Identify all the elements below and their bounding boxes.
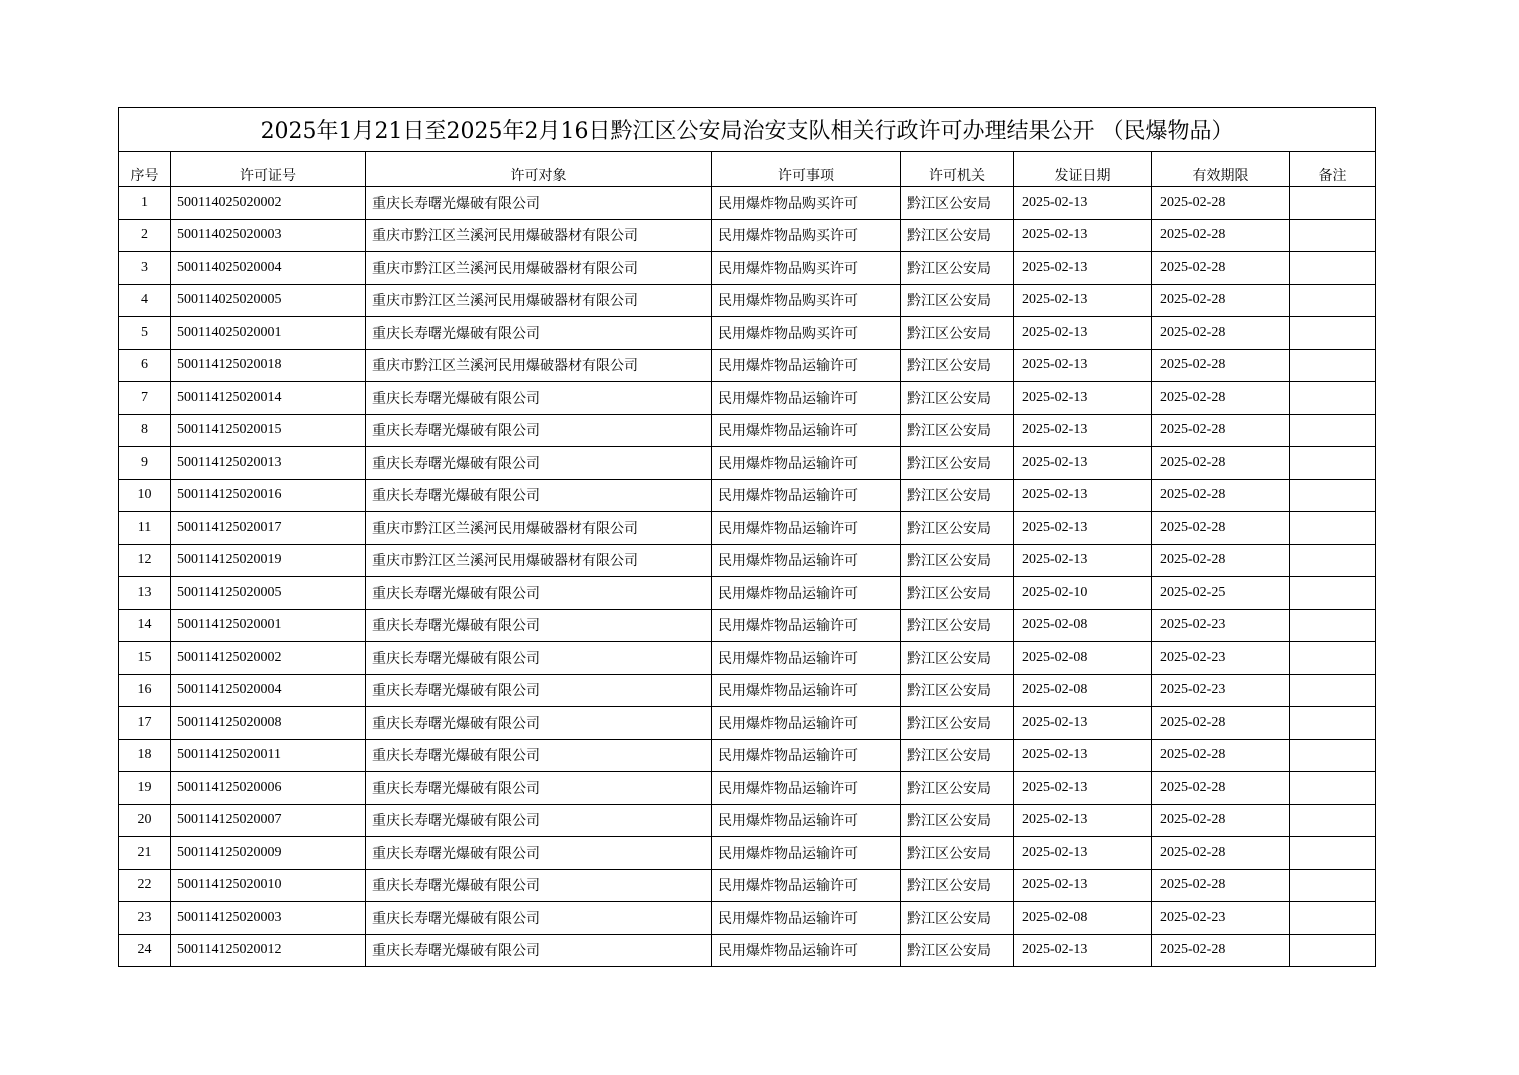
- cell-authority: 黔江区公安局: [901, 479, 1014, 512]
- cell-no: 16: [119, 674, 171, 707]
- cell-item: 民用爆炸物品运输许可: [712, 512, 901, 545]
- cell-item: 民用爆炸物品运输许可: [712, 837, 901, 870]
- cell-no: 14: [119, 609, 171, 642]
- cell-license: 500114125020004: [171, 674, 366, 707]
- cell-authority: 黔江区公安局: [901, 902, 1014, 935]
- cell-issue-date: 2025-02-13: [1014, 804, 1152, 837]
- cell-issue-date: 2025-02-13: [1014, 707, 1152, 740]
- cell-note: [1290, 219, 1376, 252]
- cell-note: [1290, 707, 1376, 740]
- cell-authority: 黔江区公安局: [901, 804, 1014, 837]
- col-header-authority: 许可机关: [901, 152, 1014, 187]
- cell-item: 民用爆炸物品运输许可: [712, 934, 901, 967]
- cell-license: 500114025020003: [171, 219, 366, 252]
- cell-no: 10: [119, 479, 171, 512]
- cell-issue-date: 2025-02-13: [1014, 219, 1152, 252]
- cell-valid-until: 2025-02-28: [1152, 479, 1290, 512]
- cell-target: 重庆长寿曙光爆破有限公司: [366, 187, 712, 220]
- cell-item: 民用爆炸物品运输许可: [712, 869, 901, 902]
- table-row: [119, 934, 1376, 967]
- cell-authority: 黔江区公安局: [901, 284, 1014, 317]
- cell-valid-until: 2025-02-28: [1152, 252, 1290, 285]
- cell-target: 重庆长寿曙光爆破有限公司: [366, 837, 712, 870]
- cell-item: 民用爆炸物品运输许可: [712, 674, 901, 707]
- cell-item: 民用爆炸物品购买许可: [712, 284, 901, 317]
- cell-valid-until: 2025-02-28: [1152, 804, 1290, 837]
- cell-issue-date: 2025-02-13: [1014, 837, 1152, 870]
- table-row: [119, 382, 1376, 415]
- col-header-item: 许可事项: [712, 152, 901, 187]
- cell-note: [1290, 739, 1376, 772]
- cell-no: 5: [119, 317, 171, 350]
- col-header-target: 许可对象: [366, 152, 712, 187]
- table-row: [119, 544, 1376, 577]
- cell-license: 500114125020006: [171, 772, 366, 805]
- table-body: [119, 187, 1376, 967]
- cell-license: 500114125020010: [171, 869, 366, 902]
- cell-license: 500114125020013: [171, 447, 366, 480]
- cell-note: [1290, 447, 1376, 480]
- cell-authority: 黔江区公安局: [901, 349, 1014, 382]
- cell-target: 重庆长寿曙光爆破有限公司: [366, 414, 712, 447]
- cell-issue-date: 2025-02-08: [1014, 642, 1152, 675]
- cell-issue-date: 2025-02-13: [1014, 772, 1152, 805]
- cell-authority: 黔江区公安局: [901, 544, 1014, 577]
- table-row: [119, 772, 1376, 805]
- cell-license: 500114125020008: [171, 707, 366, 740]
- cell-target: 重庆长寿曙光爆破有限公司: [366, 479, 712, 512]
- cell-note: [1290, 772, 1376, 805]
- cell-note: [1290, 252, 1376, 285]
- table-row: [119, 187, 1376, 220]
- cell-authority: 黔江区公安局: [901, 447, 1014, 480]
- cell-note: [1290, 479, 1376, 512]
- cell-target: 重庆长寿曙光爆破有限公司: [366, 869, 712, 902]
- cell-valid-until: 2025-02-28: [1152, 869, 1290, 902]
- cell-license: 500114125020001: [171, 609, 366, 642]
- cell-valid-until: 2025-02-25: [1152, 577, 1290, 610]
- cell-license: 500114025020004: [171, 252, 366, 285]
- cell-target: 重庆市黔江区兰溪河民用爆破器材有限公司: [366, 349, 712, 382]
- cell-note: [1290, 382, 1376, 415]
- cell-authority: 黔江区公安局: [901, 414, 1014, 447]
- table-row: [119, 349, 1376, 382]
- table-row: [119, 577, 1376, 610]
- cell-authority: 黔江区公安局: [901, 869, 1014, 902]
- cell-target: 重庆长寿曙光爆破有限公司: [366, 642, 712, 675]
- cell-note: [1290, 317, 1376, 350]
- col-header-valid-until: 有效期限: [1152, 152, 1290, 187]
- cell-target: 重庆长寿曙光爆破有限公司: [366, 707, 712, 740]
- cell-note: [1290, 349, 1376, 382]
- table-row: [119, 837, 1376, 870]
- cell-no: 4: [119, 284, 171, 317]
- cell-valid-until: 2025-02-28: [1152, 414, 1290, 447]
- cell-note: [1290, 934, 1376, 967]
- cell-note: [1290, 512, 1376, 545]
- cell-no: 6: [119, 349, 171, 382]
- cell-license: 500114125020002: [171, 642, 366, 675]
- cell-authority: 黔江区公安局: [901, 382, 1014, 415]
- cell-license: 500114125020015: [171, 414, 366, 447]
- cell-no: 17: [119, 707, 171, 740]
- cell-issue-date: 2025-02-13: [1014, 544, 1152, 577]
- cell-valid-until: 2025-02-28: [1152, 284, 1290, 317]
- cell-no: 15: [119, 642, 171, 675]
- cell-issue-date: 2025-02-08: [1014, 609, 1152, 642]
- cell-note: [1290, 642, 1376, 675]
- cell-no: 22: [119, 869, 171, 902]
- cell-item: 民用爆炸物品运输许可: [712, 544, 901, 577]
- cell-note: [1290, 544, 1376, 577]
- cell-no: 20: [119, 804, 171, 837]
- cell-valid-until: 2025-02-28: [1152, 512, 1290, 545]
- cell-item: 民用爆炸物品购买许可: [712, 317, 901, 350]
- cell-authority: 黔江区公安局: [901, 219, 1014, 252]
- col-header-license: 许可证号: [171, 152, 366, 187]
- cell-no: 8: [119, 414, 171, 447]
- cell-note: [1290, 609, 1376, 642]
- table-row: [119, 804, 1376, 837]
- cell-license: 500114125020003: [171, 902, 366, 935]
- cell-authority: 黔江区公安局: [901, 252, 1014, 285]
- cell-note: [1290, 577, 1376, 610]
- cell-item: 民用爆炸物品购买许可: [712, 219, 901, 252]
- cell-issue-date: 2025-02-13: [1014, 447, 1152, 480]
- cell-license: 500114125020007: [171, 804, 366, 837]
- cell-issue-date: 2025-02-13: [1014, 349, 1152, 382]
- cell-target: 重庆市黔江区兰溪河民用爆破器材有限公司: [366, 219, 712, 252]
- cell-target: 重庆长寿曙光爆破有限公司: [366, 317, 712, 350]
- cell-authority: 黔江区公安局: [901, 772, 1014, 805]
- cell-item: 民用爆炸物品运输许可: [712, 642, 901, 675]
- table-row: [119, 414, 1376, 447]
- cell-target: 重庆长寿曙光爆破有限公司: [366, 609, 712, 642]
- cell-no: 21: [119, 837, 171, 870]
- table-row: [119, 479, 1376, 512]
- cell-license: 500114125020018: [171, 349, 366, 382]
- cell-valid-until: 2025-02-23: [1152, 902, 1290, 935]
- cell-item: 民用爆炸物品运输许可: [712, 479, 901, 512]
- cell-item: 民用爆炸物品购买许可: [712, 252, 901, 285]
- table-row: [119, 609, 1376, 642]
- cell-issue-date: 2025-02-08: [1014, 902, 1152, 935]
- column-header-row: [119, 152, 1376, 187]
- cell-issue-date: 2025-02-13: [1014, 934, 1152, 967]
- cell-valid-until: 2025-02-23: [1152, 609, 1290, 642]
- cell-note: [1290, 869, 1376, 902]
- cell-item: 民用爆炸物品运输许可: [712, 902, 901, 935]
- permit-results-table: [118, 107, 1376, 967]
- cell-issue-date: 2025-02-13: [1014, 284, 1152, 317]
- cell-authority: 黔江区公安局: [901, 739, 1014, 772]
- cell-issue-date: 2025-02-08: [1014, 674, 1152, 707]
- table-row: [119, 219, 1376, 252]
- cell-no: 1: [119, 187, 171, 220]
- cell-license: 500114125020017: [171, 512, 366, 545]
- cell-authority: 黔江区公安局: [901, 609, 1014, 642]
- cell-valid-until: 2025-02-23: [1152, 674, 1290, 707]
- cell-license: 500114125020019: [171, 544, 366, 577]
- cell-issue-date: 2025-02-13: [1014, 252, 1152, 285]
- cell-target: 重庆市黔江区兰溪河民用爆破器材有限公司: [366, 544, 712, 577]
- cell-authority: 黔江区公安局: [901, 317, 1014, 350]
- cell-no: 19: [119, 772, 171, 805]
- col-header-no: 序号: [119, 152, 171, 187]
- cell-valid-until: 2025-02-28: [1152, 447, 1290, 480]
- cell-target: 重庆长寿曙光爆破有限公司: [366, 382, 712, 415]
- cell-target: 重庆长寿曙光爆破有限公司: [366, 934, 712, 967]
- cell-authority: 黔江区公安局: [901, 934, 1014, 967]
- cell-target: 重庆长寿曙光爆破有限公司: [366, 577, 712, 610]
- cell-no: 13: [119, 577, 171, 610]
- cell-valid-until: 2025-02-28: [1152, 382, 1290, 415]
- cell-valid-until: 2025-02-28: [1152, 837, 1290, 870]
- table-row: [119, 902, 1376, 935]
- cell-issue-date: 2025-02-10: [1014, 577, 1152, 610]
- cell-item: 民用爆炸物品购买许可: [712, 187, 901, 220]
- table-row: [119, 512, 1376, 545]
- cell-note: [1290, 284, 1376, 317]
- cell-issue-date: 2025-02-13: [1014, 479, 1152, 512]
- table-row: [119, 739, 1376, 772]
- cell-item: 民用爆炸物品运输许可: [712, 609, 901, 642]
- cell-target: 重庆长寿曙光爆破有限公司: [366, 772, 712, 805]
- cell-issue-date: 2025-02-13: [1014, 414, 1152, 447]
- cell-note: [1290, 187, 1376, 220]
- cell-authority: 黔江区公安局: [901, 837, 1014, 870]
- cell-target: 重庆长寿曙光爆破有限公司: [366, 447, 712, 480]
- cell-valid-until: 2025-02-28: [1152, 772, 1290, 805]
- table-row: [119, 317, 1376, 350]
- cell-no: 3: [119, 252, 171, 285]
- cell-target: 重庆市黔江区兰溪河民用爆破器材有限公司: [366, 512, 712, 545]
- cell-authority: 黔江区公安局: [901, 642, 1014, 675]
- cell-license: 500114025020005: [171, 284, 366, 317]
- cell-target: 重庆长寿曙光爆破有限公司: [366, 674, 712, 707]
- cell-license: 500114125020005: [171, 577, 366, 610]
- cell-no: 11: [119, 512, 171, 545]
- cell-authority: 黔江区公安局: [901, 674, 1014, 707]
- cell-issue-date: 2025-02-13: [1014, 869, 1152, 902]
- cell-license: 500114025020001: [171, 317, 366, 350]
- cell-issue-date: 2025-02-13: [1014, 512, 1152, 545]
- table-row: [119, 869, 1376, 902]
- cell-note: [1290, 674, 1376, 707]
- table-row: [119, 447, 1376, 480]
- cell-target: 重庆长寿曙光爆破有限公司: [366, 739, 712, 772]
- cell-no: 2: [119, 219, 171, 252]
- cell-note: [1290, 837, 1376, 870]
- col-header-note: 备注: [1290, 152, 1376, 187]
- cell-license: 500114125020012: [171, 934, 366, 967]
- cell-license: 500114125020009: [171, 837, 366, 870]
- cell-license: 500114025020002: [171, 187, 366, 220]
- cell-item: 民用爆炸物品运输许可: [712, 349, 901, 382]
- cell-license: 500114125020011: [171, 739, 366, 772]
- cell-authority: 黔江区公安局: [901, 187, 1014, 220]
- cell-no: 24: [119, 934, 171, 967]
- cell-no: 23: [119, 902, 171, 935]
- table-row: [119, 284, 1376, 317]
- cell-item: 民用爆炸物品运输许可: [712, 577, 901, 610]
- cell-license: 500114125020014: [171, 382, 366, 415]
- col-header-issue-date: 发证日期: [1014, 152, 1152, 187]
- cell-authority: 黔江区公安局: [901, 577, 1014, 610]
- cell-valid-until: 2025-02-28: [1152, 707, 1290, 740]
- cell-issue-date: 2025-02-13: [1014, 317, 1152, 350]
- cell-license: 500114125020016: [171, 479, 366, 512]
- cell-item: 民用爆炸物品运输许可: [712, 447, 901, 480]
- cell-valid-until: 2025-02-28: [1152, 739, 1290, 772]
- cell-target: 重庆长寿曙光爆破有限公司: [366, 804, 712, 837]
- cell-valid-until: 2025-02-28: [1152, 544, 1290, 577]
- cell-note: [1290, 414, 1376, 447]
- cell-issue-date: 2025-02-13: [1014, 187, 1152, 220]
- cell-issue-date: 2025-02-13: [1014, 382, 1152, 415]
- cell-authority: 黔江区公安局: [901, 707, 1014, 740]
- cell-target: 重庆长寿曙光爆破有限公司: [366, 902, 712, 935]
- cell-valid-until: 2025-02-23: [1152, 642, 1290, 675]
- cell-item: 民用爆炸物品运输许可: [712, 414, 901, 447]
- cell-valid-until: 2025-02-28: [1152, 934, 1290, 967]
- cell-valid-until: 2025-02-28: [1152, 187, 1290, 220]
- cell-authority: 黔江区公安局: [901, 512, 1014, 545]
- cell-item: 民用爆炸物品运输许可: [712, 382, 901, 415]
- cell-no: 9: [119, 447, 171, 480]
- cell-valid-until: 2025-02-28: [1152, 349, 1290, 382]
- table-row: [119, 707, 1376, 740]
- cell-item: 民用爆炸物品运输许可: [712, 772, 901, 805]
- table-row: [119, 674, 1376, 707]
- cell-issue-date: 2025-02-13: [1014, 739, 1152, 772]
- cell-valid-until: 2025-02-28: [1152, 317, 1290, 350]
- cell-item: 民用爆炸物品运输许可: [712, 707, 901, 740]
- cell-no: 7: [119, 382, 171, 415]
- table-row: [119, 252, 1376, 285]
- cell-no: 12: [119, 544, 171, 577]
- table-row: [119, 642, 1376, 675]
- cell-item: 民用爆炸物品运输许可: [712, 739, 901, 772]
- cell-target: 重庆市黔江区兰溪河民用爆破器材有限公司: [366, 284, 712, 317]
- cell-item: 民用爆炸物品运输许可: [712, 804, 901, 837]
- cell-target: 重庆市黔江区兰溪河民用爆破器材有限公司: [366, 252, 712, 285]
- document-title: 2025年1月21日至2025年2月16日黔江区公安局治安支队相关行政许可办理结果公开 （民爆物品）: [119, 108, 1376, 152]
- cell-valid-until: 2025-02-28: [1152, 219, 1290, 252]
- cell-no: 18: [119, 739, 171, 772]
- cell-note: [1290, 804, 1376, 837]
- cell-note: [1290, 902, 1376, 935]
